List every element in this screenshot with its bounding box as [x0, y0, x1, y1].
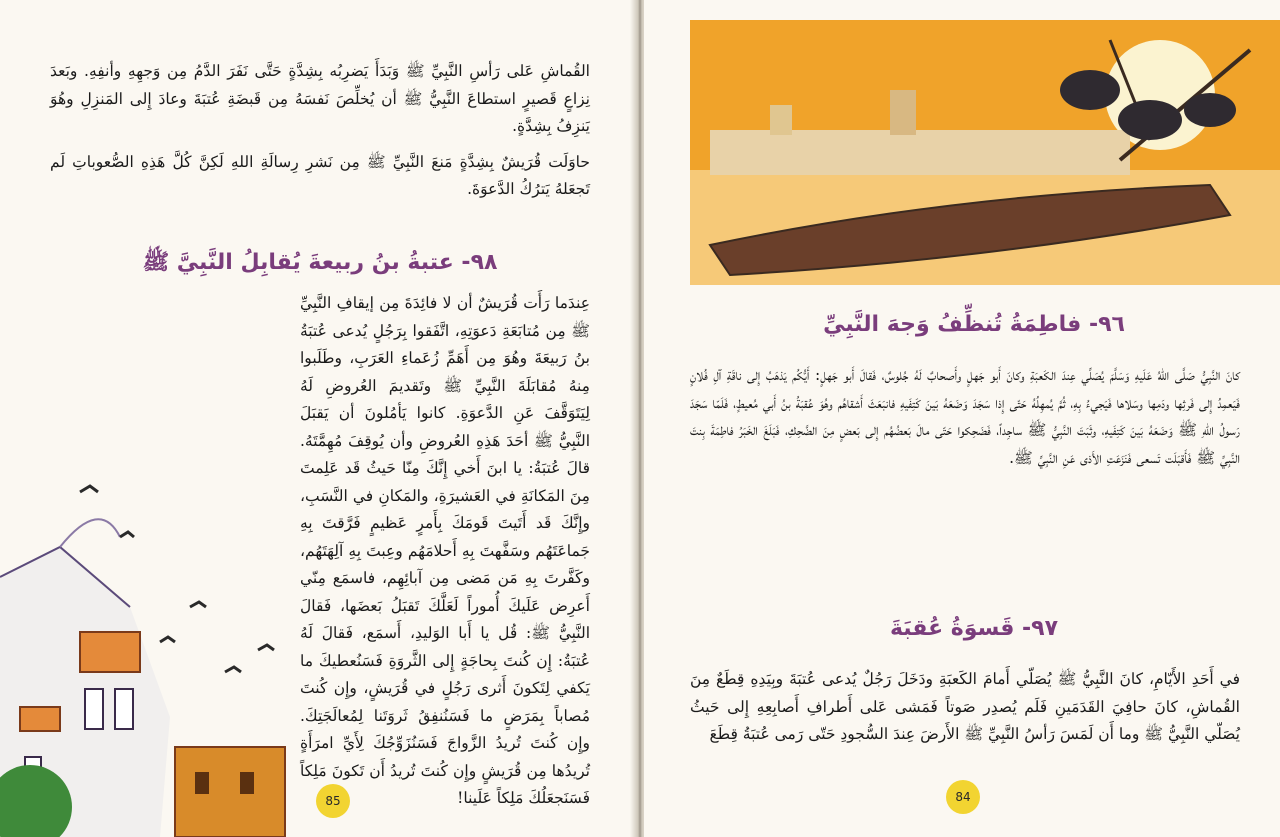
continuation-text — [50, 58, 590, 212]
paragraph: حاوَلَت قُرَيشٌ بِشِدَّةٍ مَنعَ النَّبِيِّ ﷺ مِن نَشرِ رِسالَةِ اللهِ لَكِنَّ كُلَّ هَذِهِ الصُّعوباتِ لَم تَجعَلهُ يَترُكُ الدَّعوَةَ. — [50, 152, 590, 198]
section-heading-97: ٩٧- قَسوَةُ عُقبَةَ — [889, 616, 1059, 641]
paragraph: القُماشِ عَلى رَأسِ النَّبِيِّ ﷺ وَبَدَأَ يَضرِبُه بِشِدَّةٍ حَتَّى نَفَرَ الدَّمُ مِن وَجهِهِ وأنفِهِ. وبَعدَ نِزاعٍ قَصيرٍ استطاعَ النَّبِيُّ ﷺ أن يُخلِّصَ نَفسَهُ مِن قَبضَةِ عُتبَةَ وعادَ إِلى المَنزِلِ وهُوَ يَنزِفُ بِشِدَّةٍ. — [50, 62, 590, 135]
section-96-body: كانَ النَّبِيُّ صَلَّى اللهُ عَلَيهِ وَسَلَّمَ يُصَلِّي عِندَ الكَعبَةِ وكانَ أَبو جَهلٍ وأَصحابٌ لَهُ جُلوسٌ، فَقالَ أَبو جَهلٍ: أَيُّكُم يَذهَبُ إِلى ناقَةِ آلِ فُلانٍ فَيَعمِدُ إِلى فَرثِها ودَمِها وسَلاها فَيَجيءُ بِهِ، ثُمَّ يُمهِلُهُ حَتّى إِذا سَجَدَ وَضَعَهُ بَينَ كَتِفَيهِ فانبَعَثَ أَشقاهُم وهُوَ عُقبَةُ بنُ أَبي مُعيطٍ، فَلَمّا سَجَدَ رَسولُ اللهِ ﷺ وَضَعَهُ بَينَ كَتِفَيهِ، وثَبَتَ النَّبِيُّ ﷺ ساجِداً، فَضَحِكوا حَتّى مالَ بَعضُهُم إِلى بَعضٍ مِنَ الضَّحِكِ، فَبَلَغَ الخَبَرُ فاطِمَةَ بِنتَ النَّبِيِّ ﷺ فَأَقبَلَت تَسعى فَنَزَعَتِ الأَذى عَنِ النَّبِيِّ ﷺ. — [690, 366, 1240, 467]
section-97-body: في أَحَدِ الأَيّامِ، كانَ النَّبِيُّ ﷺ يُصَلّي أَمامَ الكَعبَةِ ودَخَلَ رَجُلٌ يُدعى عُتبَةَ وبِيَدِهِ قِطَعٌ مِنَ القُماشِ، كانَ حافِيَ القَدَمَينِ فَلَم يُصدِر صَوتاً فَمَشى عَلى أَطرافِ أَصابِعِهِ إِلى حَيثُ يُصَلّي النَّبِيُّ ﷺ وما أَن لَمَسَ رَأسُ النَّبِيِّ ﷺ الأَرضَ عِندَ السُّجودِ حَتّى رَمى عُتبَةُ قِطَعَ — [690, 670, 1240, 743]
page-85 — [0, 0, 636, 837]
section-98-body: عِندَما رَأَت قُرَيشٌ أن لا فائِدَةَ مِن إيقافِ النَّبِيِّ ﷺ مِن مُتابَعَةِ دَعوَتِهِ، اتَّفَقوا بِرَجُلٍ يُدعى عُتبَةُ بنُ رَبيعَةَ وهُوَ مِن أَهَمِّ زُعَماءِ العَرَبِ، وطَلَبوا مِنهُ مُقابَلَةَ النَّبِيِّ ﷺ وتَقديمَ العُروضِ لَهُ لِيَتَوَقَّفَ عَنِ الدَّعوَةِ. كانوا يَأمُلونَ أن يَقبَلَ النَّبِيُّ ﷺ أحَدَ هَذِهِ العُروضِ وأن يُوقِفَ مُهِمَّتَهُ. قالَ عُتبَةُ: يا ابنَ أَخي إِنَّكَ مِنّا حَيثُ قَد عَلِمتَ مِنَ المَكانَةِ في العَشيرَةِ، والمَكانِ في النَّسَبِ، وإِنَّكَ قَد أَتَيتَ قَومَكَ بِأَمرٍ عَظيمٍ فَرَّقتَ بِهِ جَماعَتَهُم وسَفَّهتَ بِهِ أَحلامَهُم وعِبتَ بِهِ آلِهَتَهُم، وكَفَّرتَ بِهِ مَن مَضى مِن آبائِهِم، فاسمَع مِنّي أَعرِض عَلَيكَ أُموراً لَعَلَّكَ تَقبَلُ بَعضَها، فَقالَ النَّبِيُّ ﷺ: قُل يا أَبا الوَليدِ، أَسمَع، فَقالَ لَهُ عُتبَةُ: إِن كُنتَ بِحاجَةٍ إِلى الثَّروَةِ فَسَنُعطيكَ ما يَكفي لِتَكونَ أَثرى رَجُلٍ في قُرَيشٍ، وإِن كُنتَ مُصاباً بِمَرَضٍ ما فَسَنُنفِقُ ثَروَتَنا لِمُعالَجَتِكَ. وإِن كُنتَ تُريدُ الزَّواجَ فَسَنُزَوِّجُكَ لِأَيِّ امرَأَةٍ تُريدُها مِن قُرَيشٍ وإِن كُنتَ تُريدُ أَن تَكونَ مَلِكاً فَسَنَجعَلُكَ مَلِكاً عَلَينا! — [300, 294, 590, 807]
page-number-badge: 84 — [946, 780, 980, 814]
page-number-badge: 85 — [316, 784, 350, 818]
section-heading-98: ٩٨- عتبةُ بنُ ربيعةَ يُقابِلُ النَّبِيَّ ﷺ — [142, 250, 498, 275]
building-illustration — [0, 457, 300, 837]
section-heading-96: ٩٦- فاطِمَةُ تُنظِّفُ وَجهَ النَّبِيِّ — [823, 312, 1125, 337]
desert-illustration — [690, 20, 1280, 285]
page-84 — [644, 0, 1280, 837]
